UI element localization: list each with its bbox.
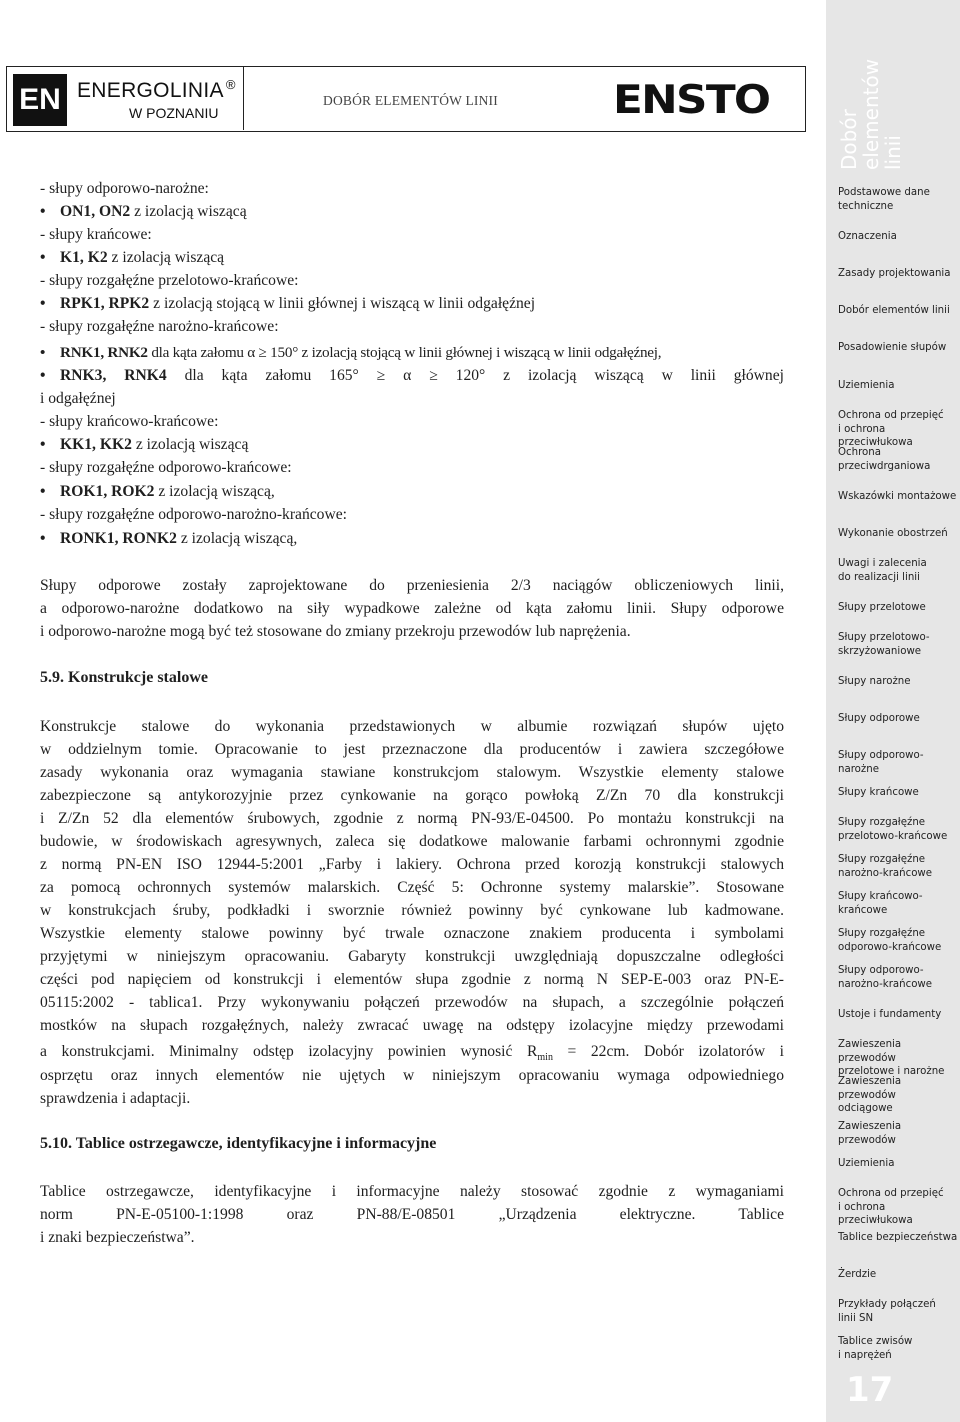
paragraph-line: Konstrukcje stalowe do wykonania przedstawionych w albumie rozwiązań słupów ujęto: [40, 718, 784, 735]
section-heading: 5.9. Konstrukcje stalowe: [40, 669, 208, 686]
sidebar: [826, 0, 960, 1422]
page-number: 17: [846, 1370, 894, 1410]
sidebar-item[interactable]: Przykłady połączeń linii SN: [838, 1299, 936, 1324]
sidebar-item[interactable]: Słupy rozgałęźne narożno-krańcowe: [838, 854, 933, 879]
sidebar-item[interactable]: Słupy rozgałęźne odporowo-krańcowe: [838, 928, 942, 953]
paragraph-line: przyjętymi w niniejszym opracowaniu. Gabaryty konstrukcji uwzględniają dopuszczalne odległości: [40, 948, 784, 965]
company-city: W POZNANIU: [129, 105, 219, 121]
sidebar-item[interactable]: Podstawowe dane techniczne: [838, 187, 930, 212]
sidebar-item[interactable]: Słupy rozgałęźne przelotowo-krańcowe: [838, 817, 948, 842]
list-item-code: RNK3, RNK4: [60, 367, 167, 384]
sidebar-item[interactable]: Uziemienia: [838, 380, 895, 391]
list-item-text: z izolacją wiszącą,: [176, 530, 298, 547]
list-heading: - słupy odporowo-narożne:: [40, 180, 209, 197]
paragraph-line: Tablice ostrzegawcze, identyfikacyjne i informacyjne należy stosować zgodnie z wymaganiami: [40, 1183, 784, 1200]
company-name: [77, 79, 236, 103]
sidebar-item[interactable]: Oznaczenia: [838, 231, 897, 242]
sidebar-item[interactable]: Ochrona przeciwdrganiowa: [838, 447, 931, 472]
list-item-text: z izolacją wiszącą: [130, 203, 247, 220]
list-item-code: RNK1, RNK2: [60, 344, 148, 361]
list-item-code: ROK1, ROK2: [60, 483, 155, 500]
sidebar-item[interactable]: Zasady projektowania: [838, 268, 951, 279]
sidebar-item[interactable]: Słupy przelotowo- skrzyżowaniowe: [838, 632, 930, 657]
paragraph-line: Słupy odporowe zostały zaprojektowane do przeniesienia 2/3 naciągów obliczeniowych linii,: [40, 577, 784, 594]
sidebar-item[interactable]: Słupy krańcowo- krańcowe: [838, 891, 923, 916]
sidebar-item[interactable]: Dobór elementów linii: [838, 305, 950, 316]
list-item-code: RPK1, RPK2: [60, 295, 150, 312]
company-name-text: ENERGOLINIA: [77, 79, 224, 102]
sidebar-item[interactable]: Słupy przelotowe: [838, 602, 926, 613]
ensto-logo: ENSTO: [613, 78, 770, 123]
paragraph-line: części pod napięciem od konstrukcji i elementów słupa zgodnie z normą N SEP-E-003 oraz PN-E-: [40, 971, 784, 988]
paragraph-line: norm PN-E-05100-1:1998 oraz PN-88/E-08501 „Urządzenia elektryczne. Tablice: [40, 1206, 784, 1223]
sidebar-item[interactable]: Słupy odporowo- narożno-krańcowe: [838, 965, 933, 990]
paragraph-line: 05115:2002 - tablica1. Przy wykonywaniu połączeń przewodów na słupach, a szczególnie połączeń: [40, 994, 784, 1011]
list-heading: - słupy rozgałęźne przelotowo-krańcowe:: [40, 272, 299, 289]
list-heading: - słupy krańcowe:: [40, 226, 152, 243]
paragraph-line: zabezpieczone są antykorozyjnie przez cynkowanie na gorąco powłoką Z/Zn 70 dla konstrukcji: [40, 787, 784, 804]
sidebar-item[interactable]: Słupy krańcowe: [838, 787, 919, 798]
page-header: [6, 66, 806, 132]
paragraph-line: i znaki bezpieczeństwa”.: [40, 1229, 195, 1246]
paragraph-line: w oddzielnym tomie. Opracowanie to jest przeznaczone dla producentów i zawiera szczegółowe: [40, 741, 784, 758]
sidebar-item[interactable]: Wskazówki montażowe: [838, 491, 957, 502]
header-section-title: DOBÓR ELEMENTÓW LINII: [323, 93, 498, 108]
paragraph-line: osprzętu oraz innych elementów nie ujętych w niniejszym opracowaniu wymaga odpowiedniego: [40, 1067, 784, 1084]
paragraph-line: mostków na słupach rozgałęźnych, należy zwracać uwagę na odstępy izolacyjne między przewodami: [40, 1017, 784, 1034]
list-item-text: z izolacją stojącą w linii głównej i wiszącą w linii odgałęźnej: [149, 295, 536, 312]
paragraph-line: i odporowo-narożne mogą być też stosowane do zmiany przekroju przewodów lub naprężenia.: [40, 623, 631, 640]
sidebar-item[interactable]: Ochrona od przepięć i ochrona przeciwłukowa: [838, 410, 944, 448]
list-item-text: dla kąta załomu 165° ≥ α ≥ 120° z izolacją wiszącą w linii głównej: [166, 367, 784, 384]
sidebar-item[interactable]: Ochrona od przepięć i ochrona przeciwłukowa: [838, 1188, 944, 1226]
list-heading: - słupy krańcowo-krańcowe:: [40, 413, 219, 430]
paragraph-line: z normą PN-EN ISO 12944-5:2001 „Farby i lakiery. Ochrona przed korozją konstrukcji stalowych: [40, 856, 784, 873]
sidebar-item[interactable]: Zawieszenia przewodów: [838, 1121, 902, 1146]
sidebar-item[interactable]: Żerdzie: [838, 1269, 877, 1280]
list-item-code: KK1, KK2: [60, 436, 132, 453]
paragraph-line: a odporowo-narożne dodatkowo na siły wypadkowe zależne od kąta załomu linii. Słupy odporowe: [40, 600, 784, 617]
sidebar-item[interactable]: Ustoje i fundamenty: [838, 1009, 942, 1020]
list-heading: - słupy rozgałęźne narożno-krańcowe:: [40, 318, 279, 335]
paragraph-line: w konstrukcjach śruby, podkładki i sworznie również powinny być cynkowane lub kadmowane.: [40, 902, 784, 919]
list-item-text: z izolacją wiszącą: [131, 436, 249, 453]
header-divider: [243, 67, 244, 130]
rmin-before: a konstrukcjami. Minimalny odstęp izolacyjny powinien wynosić R: [40, 1043, 538, 1060]
paragraph-line: sprawdzenia i adaptacji.: [40, 1090, 191, 1107]
sidebar-item[interactable]: Zawieszenia przewodów przelotowe i narożne: [838, 1039, 945, 1077]
registered-mark: ®: [225, 77, 236, 92]
section-heading: 5.10. Tablice ostrzegawcze, identyfikacyjne i informacyjne: [40, 1135, 437, 1152]
sidebar-item[interactable]: Posadowienie słupów: [838, 342, 947, 353]
sidebar-item[interactable]: Uwagi i zalecenia do realizacji linii: [838, 558, 927, 583]
list-heading: - słupy rozgałęźne odporowo-narożno-krańcowe:: [40, 506, 347, 523]
sidebar-item[interactable]: Wykonanie obostrzeń: [838, 528, 948, 539]
rmin-after: = 22cm. Dobór izolatorów i: [552, 1043, 784, 1060]
sidebar-title: Dobór elementów linii: [837, 58, 905, 170]
list-item-code: ON1, ON2: [60, 203, 131, 220]
list-item-text: z izolacją wiszącą,: [154, 483, 275, 500]
sidebar-item[interactable]: Tablice bezpieczeństwa: [838, 1232, 958, 1243]
list-item-code: K1, K2: [60, 249, 108, 266]
sidebar-item[interactable]: Słupy odporowe: [838, 713, 920, 724]
paragraph-line: i Z/Zn 52 dla elementów śrubowych, zgodnie z normą PN-93/E-04500. Po montażu konstrukcji na: [40, 810, 784, 827]
list-item-text: dla kąta załomu α ≥ 150° z izolacją stojącą w linii głównej i wiszącą w linii odgałęźnej,: [147, 344, 662, 361]
en-badge: EN: [13, 74, 67, 126]
paragraph-line: za pomocą ochronnych systemów malarskich. Część 5: Ochronne systemy malarskie”. Stosowane: [40, 879, 784, 896]
list-item-text: z izolacją wiszącą: [107, 249, 225, 266]
sidebar-item[interactable]: Tablice zwisów i naprężeń: [838, 1336, 913, 1361]
list-heading: - słupy rozgałęźne odporowo-krańcowe:: [40, 459, 292, 476]
sidebar-item[interactable]: Słupy odporowo-narożne: [838, 750, 924, 775]
list-item-continuation: i odgałęźnej: [40, 390, 116, 407]
sidebar-item[interactable]: Uziemienia: [838, 1158, 895, 1169]
paragraph-line: Wszystkie elementy stalowe powinny być trwale oznaczone znakiem producenta i symbolami: [40, 925, 784, 942]
sidebar-item[interactable]: Słupy narożne: [838, 676, 911, 687]
paragraph-line: zasady wykonania oraz wymagania stawiane konstrukcjom stalowym. Wszystkie elementy stalowe: [40, 764, 784, 781]
sidebar-item[interactable]: Zawieszenia przewodów odciągowe: [838, 1076, 902, 1114]
list-item-code: RONK1, RONK2: [60, 530, 177, 547]
rmin-subscript: min: [537, 1052, 553, 1063]
paragraph-line: budowie, w środowiskach agresywnych, zaleca się dodatkowe malowanie farbami ochronnymi zgodnie: [40, 833, 784, 850]
